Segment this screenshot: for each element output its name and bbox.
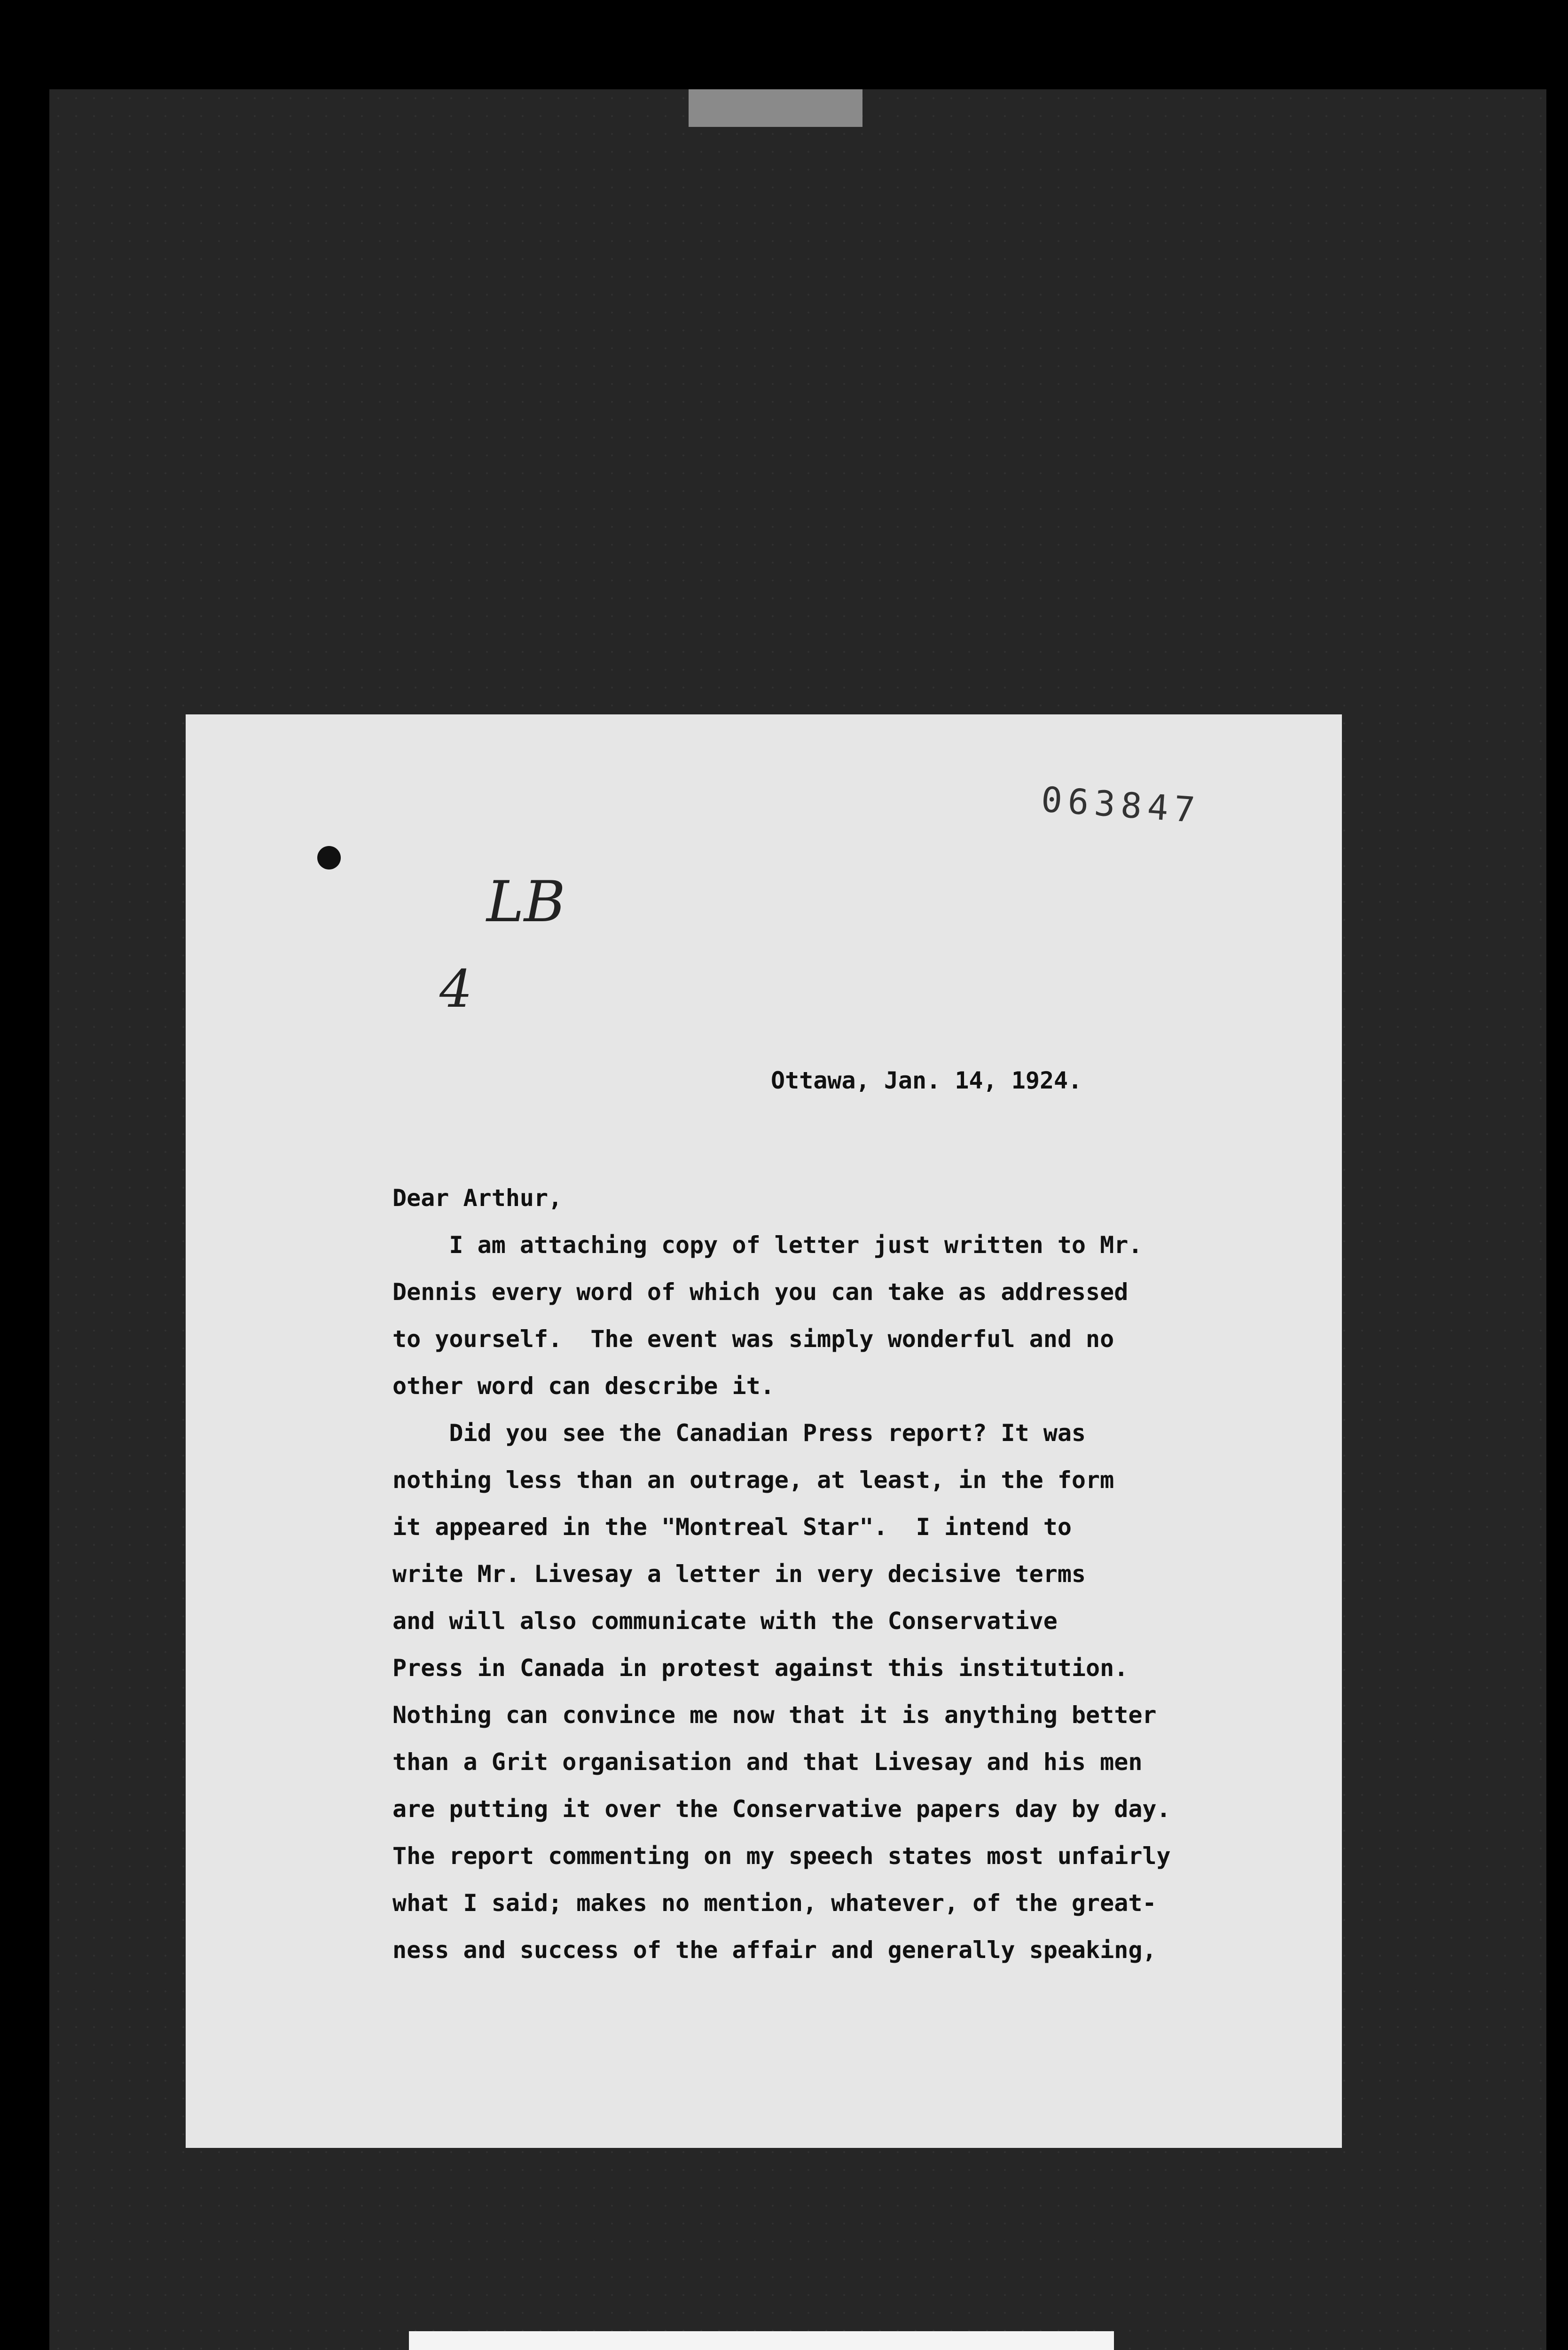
letter-page	[186, 714, 1342, 2148]
document-number: 063847	[1040, 779, 1202, 831]
body-line: Did you see the Canadian Press report? It was	[392, 1419, 1086, 1447]
body-line: Nothing can convince me now that it is anything better	[392, 1701, 1157, 1729]
body-line: The report commenting on my speech states most unfairly	[392, 1842, 1171, 1870]
body-line: I am attaching copy of letter just written to Mr.	[392, 1231, 1143, 1259]
body-line: to yourself. The event was simply wonderful and no	[392, 1325, 1114, 1353]
body-line: Dennis every word of which you can take as addressed	[392, 1278, 1129, 1306]
handwritten-initials: LB	[486, 870, 565, 935]
body-line: are putting it over the Conservative papers day by day.	[392, 1795, 1171, 1823]
body-line: write Mr. Livesay a letter in very decisive terms	[392, 1560, 1086, 1588]
body-line: than a Grit organisation and that Livesay and his men	[392, 1748, 1143, 1776]
collection-label	[409, 2331, 1114, 2350]
body-line: nothing less than an outrage, at least, in the form	[392, 1466, 1114, 1494]
body-line: what I said; makes no mention, whatever, of the great-	[392, 1889, 1157, 1917]
body-line: it appeared in the "Montreal Star". I intend to	[392, 1513, 1072, 1541]
body-line: ness and success of the affair and generally speaking,	[392, 1936, 1157, 1964]
frame-top-tab	[689, 89, 862, 127]
letter-date: Ottawa, Jan. 14, 1924.	[771, 1067, 1082, 1094]
salutation: Dear Arthur,	[392, 1184, 563, 1212]
handwritten-number: 4	[439, 959, 472, 1019]
body-line: other word can describe it.	[392, 1372, 775, 1400]
body-line: and will also communicate with the Conservative	[392, 1607, 1058, 1635]
hole-punch	[317, 846, 341, 870]
body-line: Press in Canada in protest against this institution.	[392, 1654, 1129, 1682]
